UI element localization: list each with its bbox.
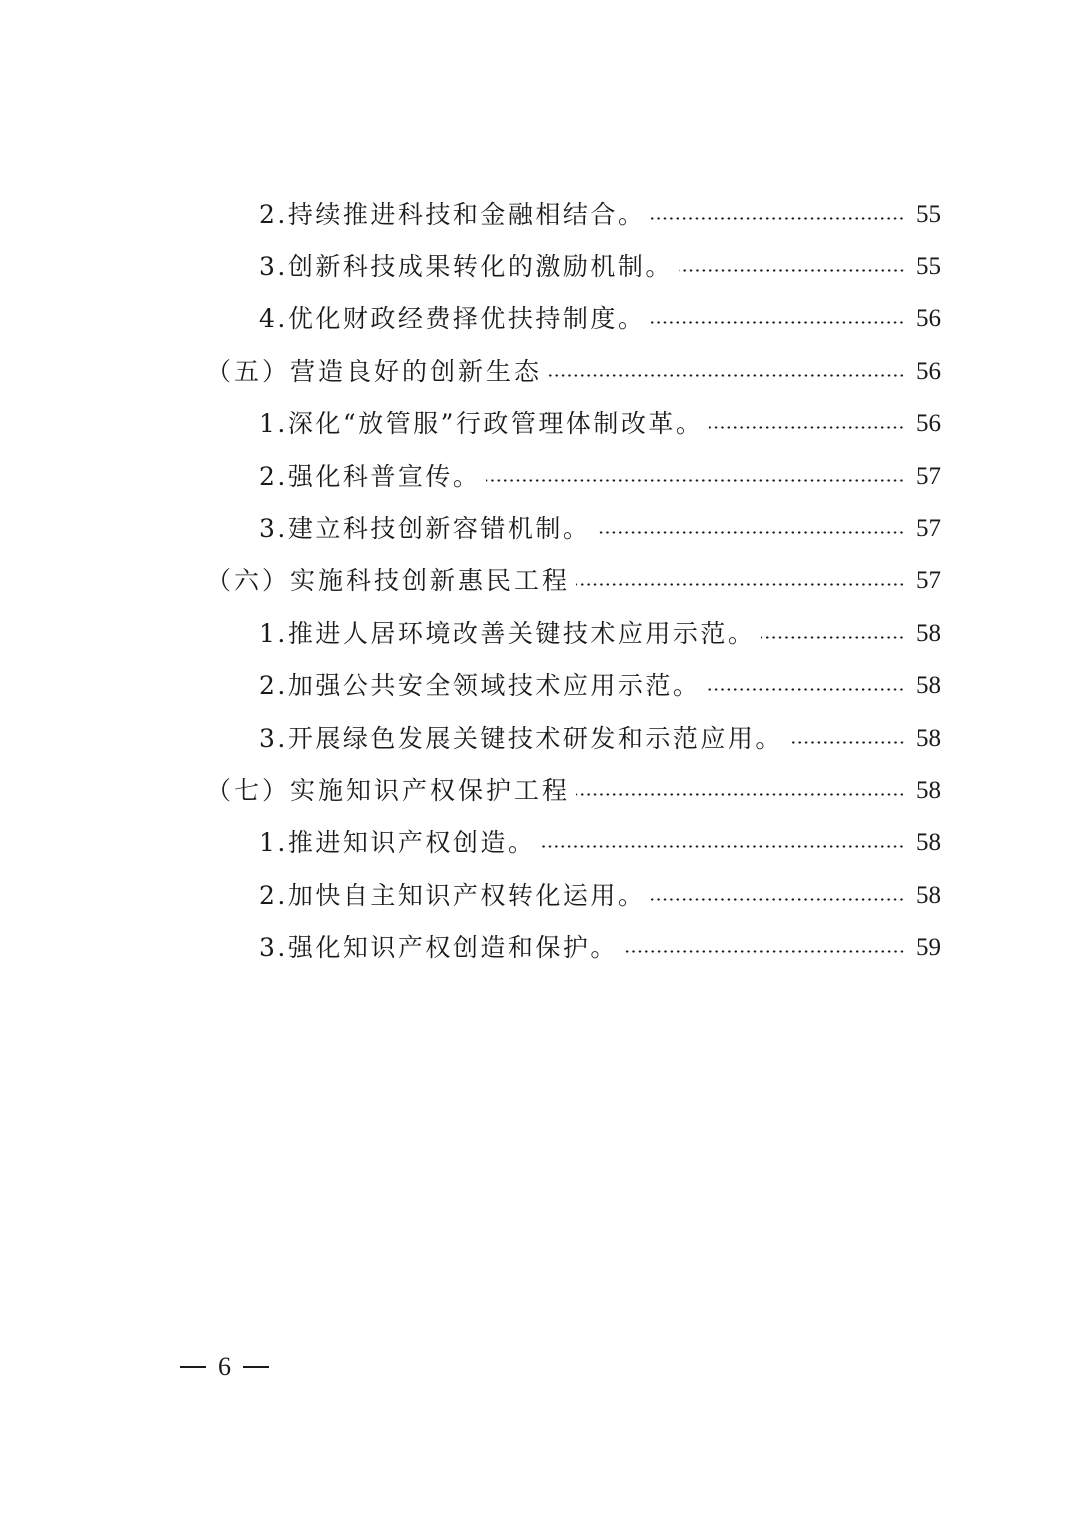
toc-entry-page-number: 57 bbox=[916, 462, 941, 490]
toc-entry-page-number: 57 bbox=[916, 515, 941, 543]
toc-section-label: （七）实施知识产权保护工程 bbox=[206, 775, 571, 805]
dot-leader bbox=[548, 374, 905, 377]
toc-entry-page-number: 57 bbox=[916, 567, 941, 595]
toc-entry-label: 2.持续推进科技和金融相结合。 bbox=[259, 199, 646, 229]
toc-entry-page-number: 58 bbox=[916, 672, 941, 700]
table-of-contents bbox=[0, 188, 1074, 974]
toc-entry-page-number: 56 bbox=[916, 357, 941, 385]
toc-entry-label: 2.加快自主知识产权转化运用。 bbox=[259, 880, 646, 910]
toc-entry[interactable] bbox=[0, 502, 1074, 554]
dot-leader bbox=[709, 426, 905, 429]
dot-leader bbox=[789, 741, 905, 744]
toc-entry-label: 4.优化财政经费择优扶持制度。 bbox=[259, 304, 646, 334]
toc-entry-label: 2.加强公共安全领域技术应用示范。 bbox=[259, 671, 701, 701]
toc-entry-page-number: 59 bbox=[916, 934, 941, 962]
toc-entry[interactable] bbox=[0, 921, 1074, 973]
dot-leader bbox=[651, 217, 905, 220]
dot-leader bbox=[541, 845, 905, 848]
toc-entry[interactable] bbox=[0, 398, 1074, 450]
toc-entry-page-number: 58 bbox=[916, 724, 941, 752]
toc-entry[interactable] bbox=[0, 607, 1074, 659]
toc-entry-page-number: 58 bbox=[916, 829, 941, 857]
dot-leader bbox=[486, 479, 905, 482]
toc-entry-page-number: 58 bbox=[916, 619, 941, 647]
dot-leader bbox=[576, 583, 905, 586]
dot-leader bbox=[624, 950, 905, 953]
toc-entry-label: 3.创新科技成果转化的激励机制。 bbox=[259, 252, 673, 282]
toc-entry[interactable] bbox=[0, 660, 1074, 712]
dot-leader bbox=[706, 688, 905, 691]
toc-entry[interactable] bbox=[0, 712, 1074, 764]
toc-entry-page-number: 55 bbox=[916, 200, 941, 228]
page-number: 6 bbox=[218, 1352, 231, 1381]
toc-entry-label: 3.建立科技创新容错机制。 bbox=[259, 514, 591, 544]
em-dash-right bbox=[243, 1366, 269, 1368]
dot-leader bbox=[651, 898, 905, 901]
toc-section-heading[interactable] bbox=[0, 764, 1074, 816]
dot-leader bbox=[576, 793, 905, 796]
dot-leader bbox=[651, 321, 905, 324]
toc-entry-label: 1.推进人居环境改善关键技术应用示范。 bbox=[259, 618, 756, 648]
toc-entry[interactable] bbox=[0, 817, 1074, 869]
page-footer bbox=[180, 1352, 269, 1382]
toc-section-label: （五）营造良好的创新生态 bbox=[206, 356, 543, 386]
toc-entry-page-number: 56 bbox=[916, 410, 941, 438]
toc-entry-label: 3.开展绿色发展关键技术研发和示范应用。 bbox=[259, 723, 783, 753]
dot-leader bbox=[761, 636, 905, 639]
toc-entry[interactable] bbox=[0, 869, 1074, 921]
toc-entry-label: 1.深化“放管服”行政管理体制改革。 bbox=[259, 409, 704, 439]
toc-entry-page-number: 58 bbox=[916, 776, 941, 804]
toc-section-label: （六）实施科技创新惠民工程 bbox=[206, 566, 571, 596]
dot-leader bbox=[596, 531, 905, 534]
toc-entry-label: 1.推进知识产权创造。 bbox=[259, 828, 536, 858]
em-dash-left bbox=[180, 1366, 206, 1368]
toc-entry-label: 2.强化科普宣传。 bbox=[259, 461, 481, 491]
toc-entry[interactable] bbox=[0, 450, 1074, 502]
toc-entry[interactable] bbox=[0, 240, 1074, 292]
toc-entry[interactable] bbox=[0, 293, 1074, 345]
toc-entry-label: 3.强化知识产权创造和保护。 bbox=[259, 933, 618, 963]
dot-leader bbox=[679, 269, 905, 272]
toc-entry-page-number: 58 bbox=[916, 881, 941, 909]
toc-entry-page-number: 56 bbox=[916, 305, 941, 333]
toc-section-heading[interactable] bbox=[0, 345, 1074, 397]
toc-section-heading[interactable] bbox=[0, 555, 1074, 607]
toc-entry-page-number: 55 bbox=[916, 253, 941, 281]
toc-entry[interactable] bbox=[0, 188, 1074, 240]
